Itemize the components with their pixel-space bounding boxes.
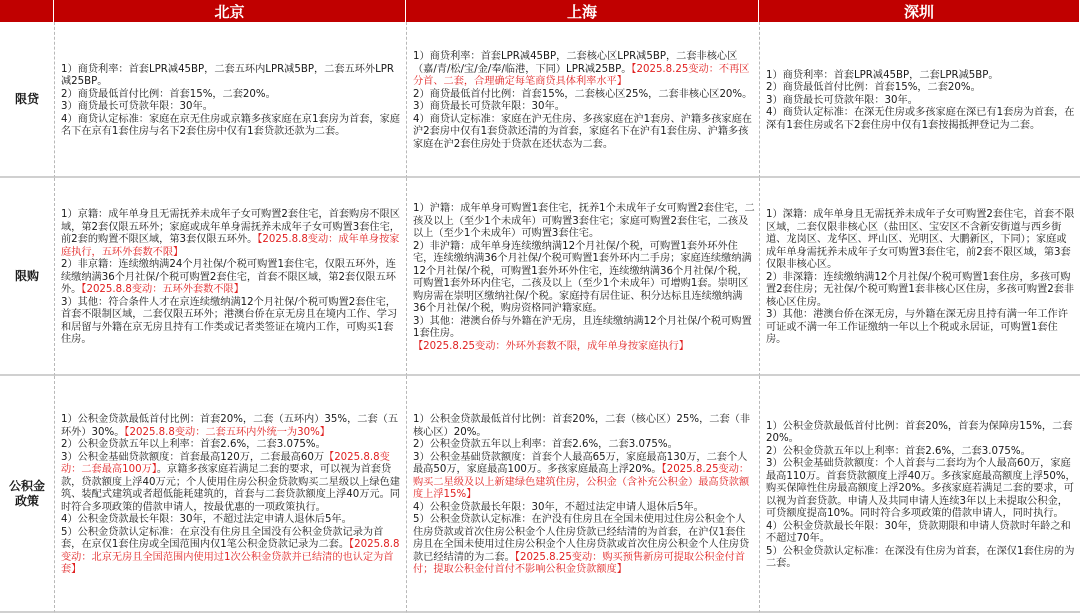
cell-provident-fund-shanghai	[406, 376, 759, 613]
header-beijing: 北京	[54, 0, 406, 22]
policy-item-text: 1）商贷利率：首套LPR减45BP，二套五环内LPR减5BP，二套五环外LPR减25BP。	[61, 63, 395, 87]
cell-purchase-limit-beijing	[54, 178, 406, 376]
policy-item	[413, 114, 755, 152]
policy-item-text: 4）公积金贷款最长年限：30年，不超过法定申请人退休后5年。	[61, 514, 352, 526]
header-corner	[0, 0, 54, 22]
policy-item	[61, 209, 402, 259]
policy-item-text: 2）非沪籍：成年单身连续缴纳满12个月社保/个税，可购置1套外环外住宅，连续缴纳满36个月社保/个税可购置1套外环内二手房；家庭连续缴纳满12个月社保/个税，可购置1套外环外住宅，连续缴纳满36个月社保/个税，可购置1套外环内住宅，二孩及以上（至少1个未成年）可增购1套。崇明区购房需在崇明区缴纳社保/个税。家庭持有居住证、积分达标且连续缴纳满36个月社保/个税，购房资格同沪籍家庭。	[413, 240, 752, 314]
policy-change-note: 【2025.8.8变动：北京无房且全国范围内使用过1次公积金贷款并已结清的也认定为首套】	[61, 539, 400, 576]
header-shenzhen: 深圳	[759, 0, 1080, 22]
policy-item-text-continued: 。京籍多孩家庭若满足二套的要求，可以视为首套贷款，贷款额度上浮40万元；个人使用住房公积金贷款购买二星级以上绿色建筑、装配式建筑或者超低能耗建筑的，首套与二套贷款额度上浮40万元。同时符合多项政策的借款申请人，按最优惠的一项政策执行。	[61, 464, 400, 513]
row-label-provident-fund: 公积金政策	[0, 376, 54, 613]
policy-change-note: 【2025.8.25变动：购买预售新房可提取公积金付首付；提取公积金付首付不影响公积金贷款额度】	[413, 551, 745, 576]
policy-change-note: 【2025.8.8变动：二套最高100万】	[61, 451, 390, 476]
policy-item	[766, 82, 1076, 95]
policy-item	[413, 514, 755, 577]
policy-item-text: 1）深籍：成年单身且无需抚养未成年子女可购置2套住宅，首套不限区域，二套仅限非核心区（盐田区、宝安区不含新安街道与西乡街道、龙岗区、龙华区、坪山区、光明区、大鹏新区，下同）；家庭或成年单身需抚养未成年子女可购置3套住宅，前2套不限区域，第3套仅限非核心区。	[766, 209, 1075, 271]
policy-item	[61, 259, 402, 297]
policy-item-text: 1）商贷利率：首套LPR减45BP，二套LPR减5BP。	[766, 69, 999, 81]
cell-provident-fund-shenzhen	[759, 376, 1080, 613]
policy-item-text: 1）公积金贷款最低首付比例：首套20%，首套为保障房15%，二套20%。	[766, 420, 1073, 444]
policy-item	[766, 421, 1076, 446]
policy-item-text: 3）商贷最长可贷款年限：30年。	[766, 94, 918, 106]
policy-item-text: 1）公积金贷款最低首付比例：首套20%，二套（核心区）25%，二套（非核心区）20%。	[413, 414, 751, 438]
policy-item	[61, 114, 402, 139]
policy-item-text: 1）公积金贷款最低首付比例：首套20%，二套（五环内）35%，二套（五环外）30%。	[61, 414, 399, 438]
policy-item-text: 4）公积金贷款最长年限：30年，不超过法定申请人退休后5年。	[413, 501, 704, 513]
policy-item-text: 4）公积金贷款最长年限：30年，贷款期限和申请人贷款时年龄之和不超过70年。	[766, 520, 1071, 544]
policy-item-text: 3）公积金基础贷款额度：个人首套与二套均为个人最高60万，家庭最高110万。首套贷款额度上浮40万。多孩家庭最高额度上浮50%，购买保障性住房最高额度上浮20%。多孩家庭若满足二套的要求，可以视为首套贷款。申请人及共同申请人连续3年以上未提取公积金，可贷额度提高10%。同时符合多项政策的借款申请人，同时执行。	[766, 458, 1076, 519]
policy-item-text: 4）商贷认定标准：在深无住房或多孩家庭在深已有1套房为首套，在深有1套住房或名下2套住房中仅有1套按揭抵押登记为二套。	[766, 107, 1075, 131]
policy-item-text: 1）沪籍：成年单身可购置1套住宅，抚养1个未成年子女可购置2套住宅，二孩及以上（至少1个未成年）可购置3套住宅；家庭可购置2套住宅，二孩及以上（至少1个未成年）可购置3套住宅。	[413, 203, 755, 239]
policy-item-text: 2）商贷最低首付比例：首套15%，二套20%。	[61, 88, 276, 100]
policy-item-text: 5）公积金贷款认定标准：在沪没有住房且在全国未使用过住房公积金个人住房贷款或首次住房公积金个人住房贷款已经结清的为首套，在沪仅1套住房且在全国未使用过住房公积金个人住房贷款或首次住房公积金个人住房贷款已经结清的为二套。	[413, 514, 750, 563]
policy-item	[61, 527, 402, 577]
policy-item	[413, 316, 755, 341]
cell-provident-fund-beijing	[54, 376, 406, 613]
policy-item	[61, 514, 402, 527]
policy-item	[766, 458, 1076, 521]
policy-item-text: 3）公积金基础贷款额度：首套个人最高65万，家庭最高130万，二套个人最高50万，家庭最高100万。多孩家庭最高上浮20%。	[413, 451, 748, 476]
policy-item	[766, 521, 1076, 546]
policy-item	[413, 241, 755, 316]
policy-item	[61, 439, 402, 452]
policy-item-text: 1）商贷利率：首套LPR减45BP，二套核心区LPR减5BP，二套非核心区（嘉/青/松/宝/金/奉/临港，下同）LPR减25BP。	[413, 51, 738, 75]
policy-item	[766, 95, 1076, 108]
policy-item	[413, 341, 755, 354]
policy-change-note: 【2025.8.25变动：不再区分首、二套，合理确定每笔商贷具体利率水平】	[413, 63, 750, 87]
policy-item	[61, 89, 402, 102]
policy-item-text: 3）商贷最长可贷款年限：30年。	[61, 101, 213, 112]
policy-change-note: 【2025.8.25变动：外环外套数不限，成年单身按家庭执行】	[413, 340, 689, 352]
policy-item-text: 2）非深籍：连续缴纳满12个月社保/个税可购置1套住房，多孩可购置2套住房；无社保/个税可购置1套非核心区住房，多孩可购置2套非核心区住房。	[766, 271, 1075, 308]
policy-item	[413, 101, 755, 114]
policy-item-text: 1）京籍：成年单身且无需抚养未成年子女可购置2套住宅，首套购房不限区域，第2套仅限五环外；家庭或成年单身需抚养未成年子女可购置3套住宅，前2套的购置不限区域，第3套仅限五环外。	[61, 209, 400, 246]
policy-change-note: 【2025.8.8变动：二套五环内外统一为30%】	[124, 426, 330, 438]
cell-purchase-limit-shenzhen	[759, 178, 1080, 376]
policy-item	[61, 101, 402, 114]
policy-change-note: 【2025.8.25变动：购买二星级及以上新建绿色建筑住房，公积金（含补充公积金）最高贷款额度上浮15%】	[413, 464, 750, 501]
policy-item	[61, 452, 402, 515]
policy-item-text: 2）公积金贷款五年以上利率：首套2.6%，二套3.075%。	[61, 439, 326, 451]
policy-item	[413, 203, 755, 241]
row-label-purchase-limit: 限购	[0, 178, 54, 376]
cell-loan-limit-beijing	[54, 22, 406, 178]
cell-purchase-limit-shanghai	[406, 178, 759, 376]
policy-item	[61, 64, 402, 89]
policy-item	[766, 309, 1076, 347]
policy-item	[413, 89, 755, 102]
cell-loan-limit-shenzhen	[759, 22, 1080, 178]
policy-item-text: 3）公积金基础贷款额度：首套最高120万，二套最高60万	[61, 451, 325, 463]
policy-item	[413, 439, 755, 452]
policy-item	[413, 452, 755, 502]
policy-item-text: 2）公积金贷款五年以上利率：首套2.6%，二套3.075%。	[413, 439, 678, 451]
policy-item	[413, 502, 755, 515]
policy-change-note: 【2025.8.8变动：成年单身按家庭执行，五环外套数不限】	[61, 234, 400, 258]
policy-item-text: 2）商贷最低首付比例：首套15%，二套核心区25%，二套非核心区20%。	[413, 88, 753, 100]
cell-loan-limit-shanghai	[406, 22, 759, 178]
policy-item-text: 2）非京籍：连续缴纳满24个月社保/个税可购置1套住宅，仅限五环外，连续缴纳满36个月社保/个税可购置2套住宅，首套不限区域，第2套仅限五环外。	[61, 259, 396, 296]
policy-item-text: 3）其他：港澳台侨与外籍在沪无房，且连续缴纳满12个月社保/个税可购置1套住房。	[413, 315, 752, 339]
policy-item-text: 4）商贷认定标准：家庭在京无住房或京籍多孩家庭在京1套房为首套，家庭名下在京有1套住房与名下2套住房中仅有1套贷款还款为二套。	[61, 113, 400, 137]
row-label-loan-limit: 限贷	[0, 22, 54, 178]
policy-item	[766, 446, 1076, 459]
policy-item-text: 3）其他：港澳台侨在深无房，与外籍在深无房且持有满一年工作许可证或不满一年工作证缴纳一年以上个税或永居证，可购置1套住房。	[766, 309, 1068, 346]
policy-item-text: 2）公积金贷款五年以上利率：首套2.6%，二套3.075%。	[766, 445, 1031, 457]
policy-item	[766, 272, 1076, 310]
policy-item	[766, 546, 1076, 571]
policy-item-text: 4）商贷认定标准：家庭在沪无住房、多孩家庭在沪1套房、沪籍多孩家庭在沪2套房中仅有1套贷款还清的为首套，家庭名下在沪有1套住房、沪籍多孩家庭在沪2套住房处于贷款在还状态为二套。	[413, 113, 752, 150]
policy-item	[413, 51, 755, 89]
policy-change-note: 【2025.8.8变动：五环外套数不限】	[81, 284, 244, 296]
policy-item	[413, 414, 755, 439]
header-shanghai: 上海	[406, 0, 759, 22]
policy-item-text: 3）其他：符合条件人才在京连续缴纳满12个月社保/个税可购置2套住宅，首套不限制区域，二套仅限五环外；港澳台侨在京无房且在境内工作、学习和居留与外籍在京无房且持有工作类或记者类签证在境内工作，可购买1套住房。	[61, 296, 398, 346]
policy-item	[61, 414, 402, 439]
policy-item	[766, 70, 1076, 83]
policy-item-text: 3）商贷最长可贷款年限：30年。	[413, 101, 565, 112]
policy-item-text: 2）商贷最低首付比例：首套15%，二套20%。	[766, 82, 981, 94]
policy-item	[61, 297, 402, 347]
policy-item	[766, 209, 1076, 272]
policy-item	[766, 107, 1076, 132]
policy-item-text: 5）公积金贷款认定标准：在深没有住房为首套，在深仅1套住房的为二套。	[766, 545, 1075, 569]
policy-item-text: 5）公积金贷款认定标准：在京没有住房且全国没有公积金贷款记录为首套，在京仅1套住房或全国范围内仅1笔公积金贷款记录为二套。	[61, 526, 384, 551]
